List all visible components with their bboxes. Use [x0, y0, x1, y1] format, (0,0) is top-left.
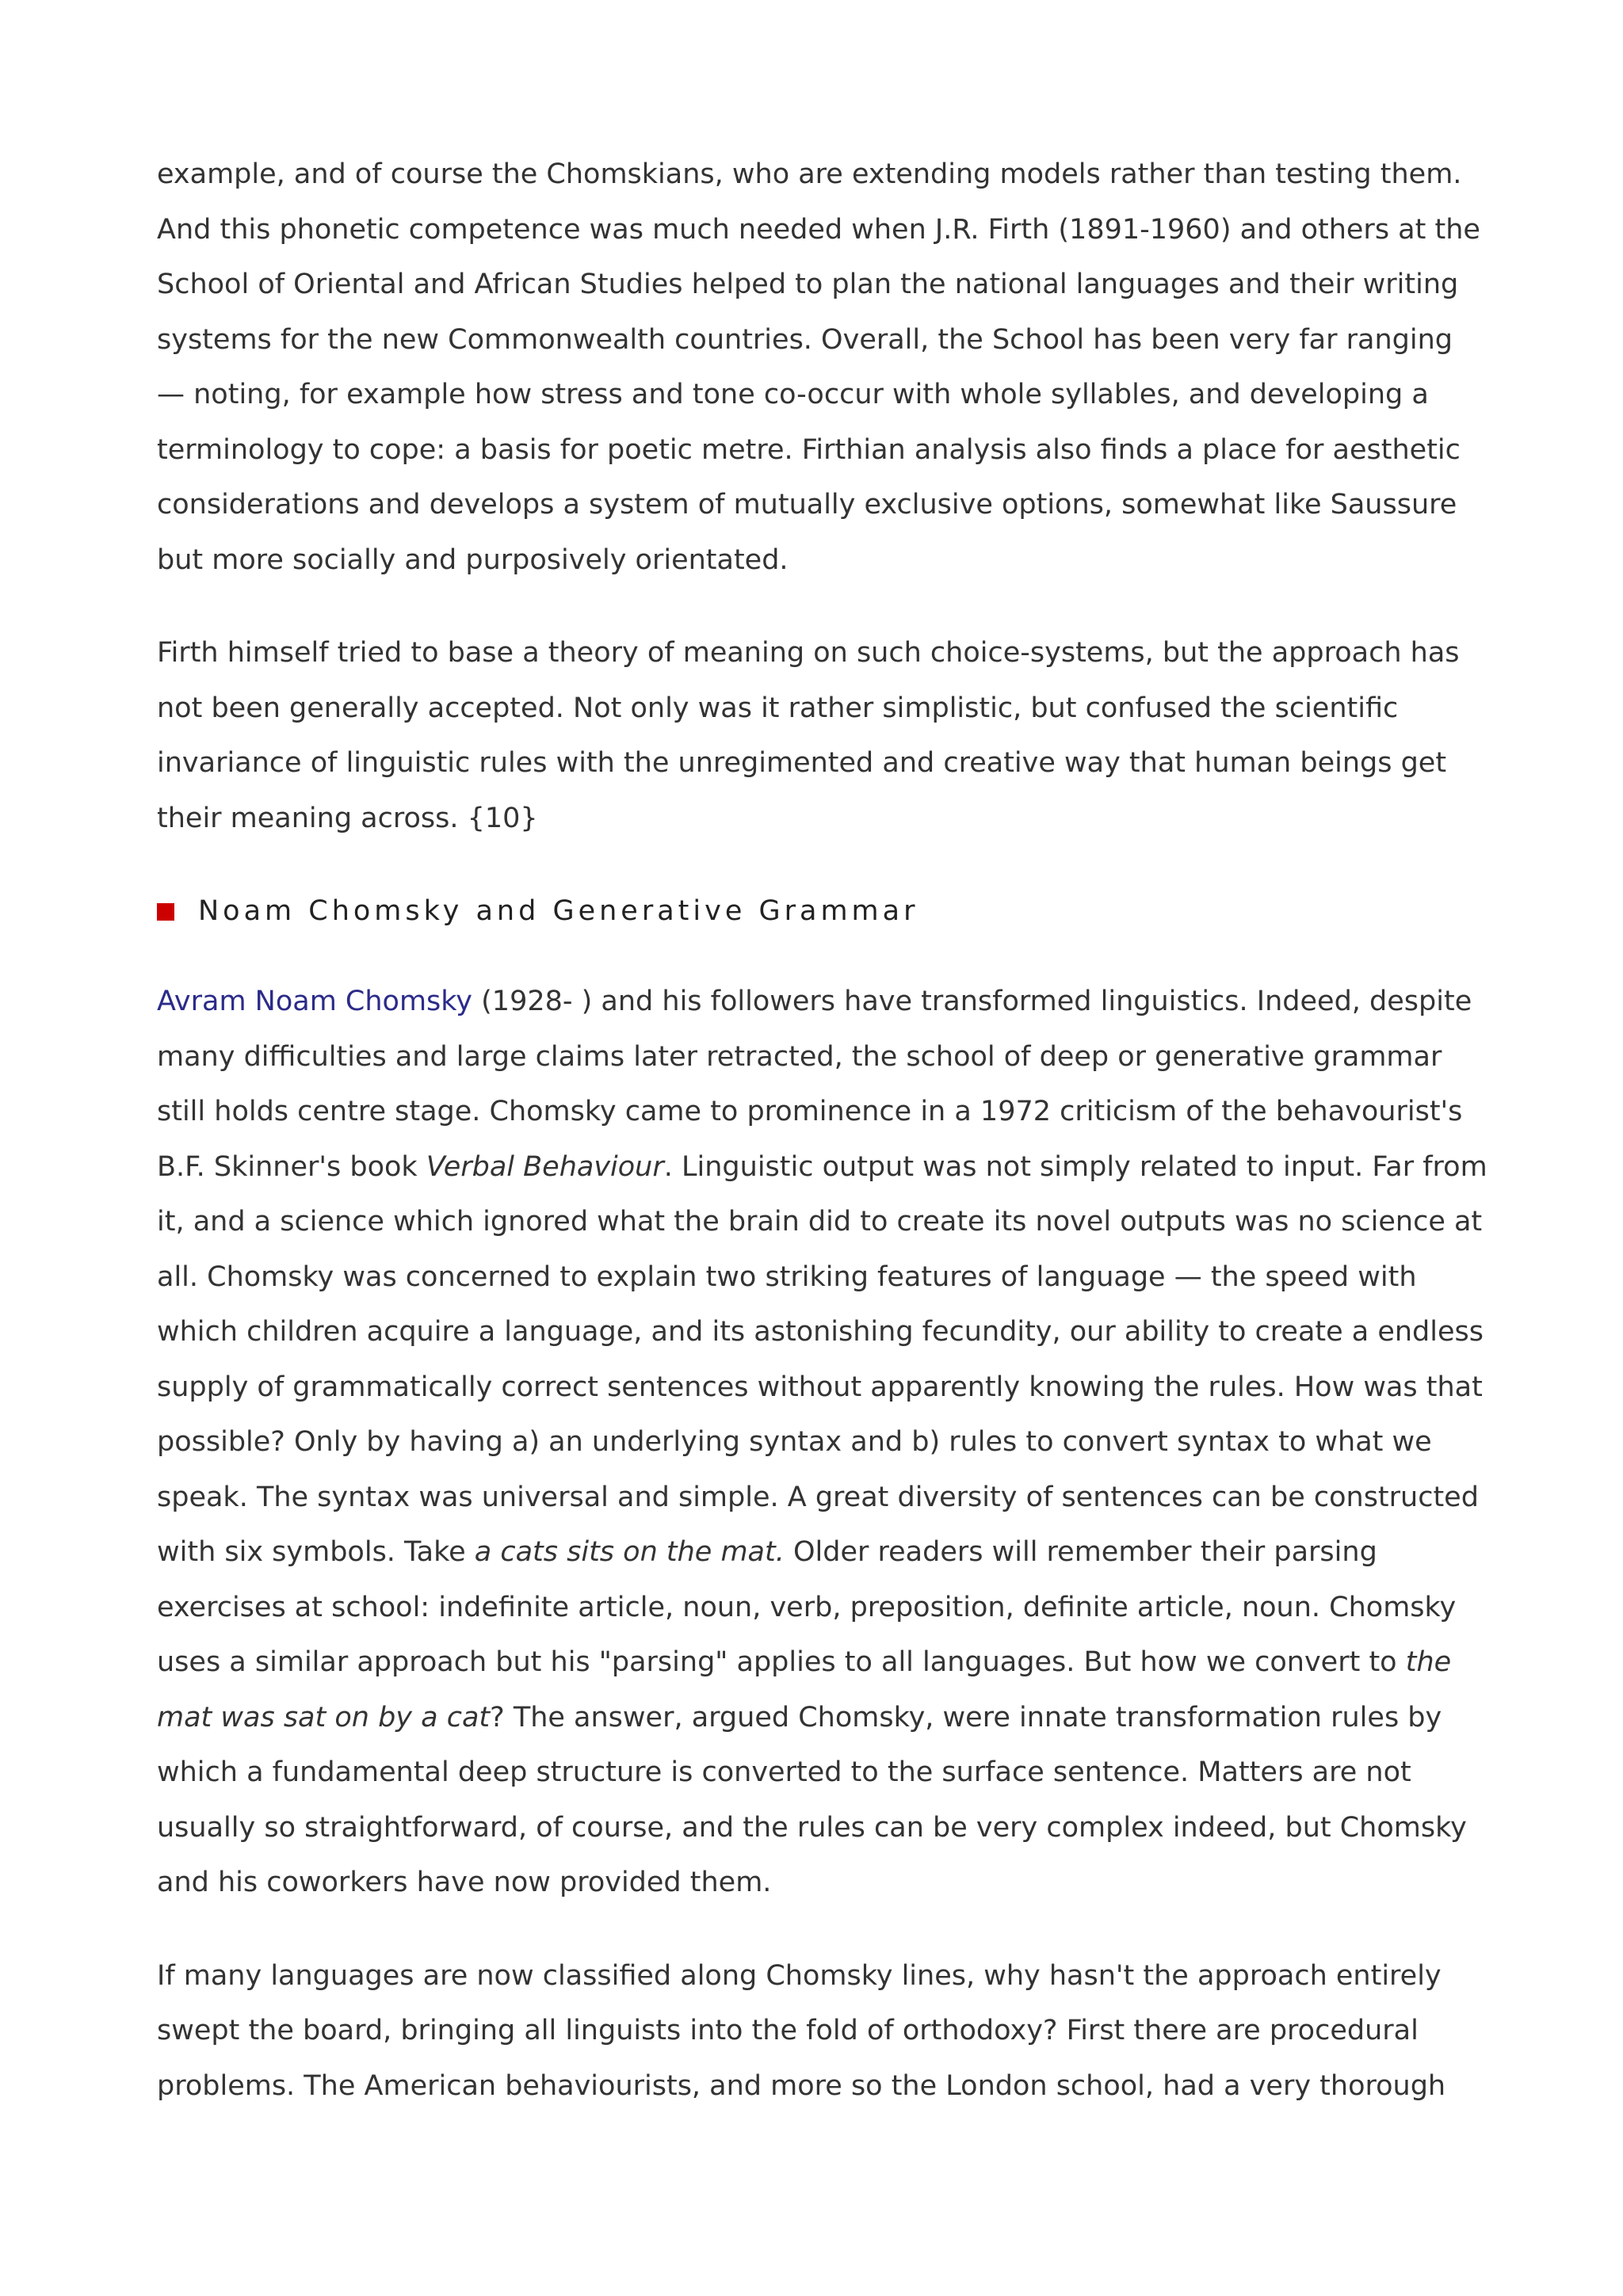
- paragraph-firth-phonetics: example, and of course the Chomskians, who are extending models rather than testing them. And this phonetic competence was much needed when J.R. Firth (1891-1960) and others at the School of Oriental and African Studies helped to plan the national languages and their writing systems for the new Commonwealth countries. Overall, the School has been very far ranging — noting, for example how stress and tone co-occur with whole syllables, and developing a terminology to cope: a basis for poetic metre. Firthian analysis also finds a place for aesthetic considerations and develops a system of mutually exclusive options, somewhat like Saussure but more socially and purposively orientated.: [157, 158, 1480, 576]
- article-body: [157, 147, 1488, 2152]
- paragraph-chomsky-text-2: . Linguistic output was not simply related to input. Far from it, and a science which ignored what the brain did to create its novel outputs was no science at all. Chomsky was concerned to explain two striking features of language — the speed with which children acquire a language, and its astonishing fecundity, our ability to create a endless supply of grammatically correct sentences without apparently knowing the rules. How was that possible? Only by having a) an underlying syntax and b) rules to convert syntax to what we speak. The syntax was universal and simple. A great diversity of sentences can be constructed with six symbols. Take: [157, 1150, 1487, 1568]
- section-heading: [157, 884, 1488, 940]
- paragraph-chomsky: [157, 974, 1488, 1911]
- example-sentence-active: a cats sits on the mat.: [474, 1536, 785, 1568]
- chomsky-link[interactable]: Avram Noam Chomsky: [157, 986, 473, 1017]
- paragraph-firth-meaning: Firth himself tried to base a theory of meaning on such choice-systems, but the approach has not been generally accepted. Not only was it rather simplistic, but confused the scientific invariance of linguistic rules with the unregimented and creative way that human beings get their meaning across. {10}: [157, 637, 1460, 834]
- section-heading-title: Noam Chomsky and Generative Grammar: [198, 895, 919, 928]
- red-square-icon: [157, 903, 174, 921]
- paragraph-orthodoxy: If many languages are now classified along Chomsky lines, why hasn't the approach entirely swept the board, bringing all linguists into the fold of orthodoxy? First there are procedural problems. The American behaviourists, and more so the London school, had a very thorough: [157, 1959, 1446, 2102]
- paragraph-chomsky-text-3: Older readers will remember their parsing exercises at school: indefinite article, noun, verb, preposition, definite article, noun. Chomsky uses a similar approach but his "parsing" applies to all languages. But how we convert to: [157, 1536, 1457, 1678]
- book-title-verbal-behaviour: Verbal Behaviour: [426, 1150, 664, 1183]
- paragraph-chomsky-text-4: ? The answer, argued Chomsky, were innate transformation rules by which a fundamental deep structure is converted to the surface sentence. Matters are not usually so straightforward, of course, and the rules can be very complex indeed, but Chomsky and his coworkers have now provided them.: [157, 1701, 1467, 1898]
- example-sentence-passive: the mat was sat on by a cat: [157, 1646, 1452, 1733]
- paragraph-chomsky-text-1: (1928- ) and his followers have transformed linguistics. Indeed, despite many difficulties and large claims later retracted, the school of deep or generative grammar still holds centre stage. Chomsky came to prominence in a 1972 criticism of the behavourist's B.F. Skinner's book: [157, 986, 1472, 1183]
